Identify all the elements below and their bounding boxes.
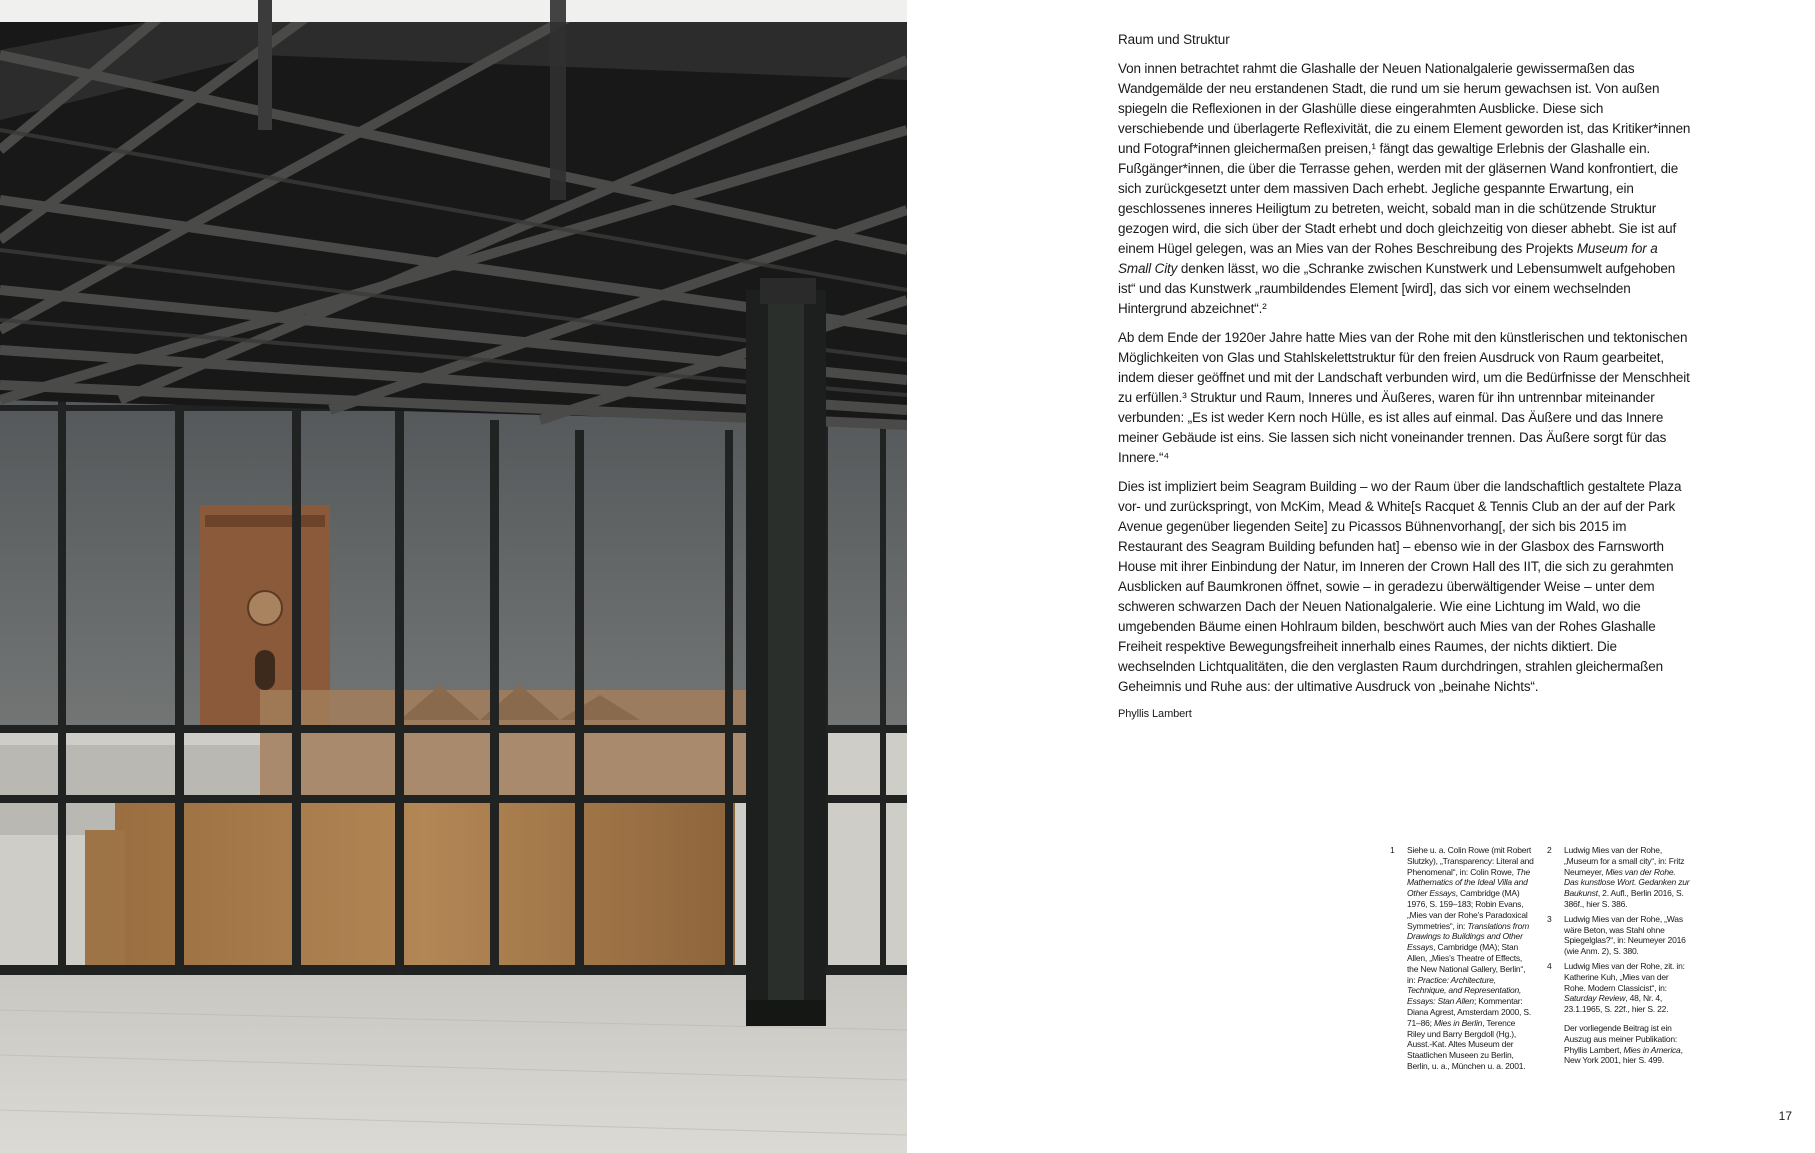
footnote-number: 3 [1547, 913, 1552, 924]
article-paragraph: Dies ist impliziert beim Seagram Building – wo der Raum über die landschaftlich gestaltete Plaza vor- und zurückspringt, von McKim, Mead & White[s Racquet & Tennis Club an der auf der Park Avenue gegenüber liegenden Seite] zu Picassos Bühnenvorhang[, der sich bis 2015 im Restaurant des Seagram Building befunden hat] – ebenso wie in der Glasbox des Farnsworth House mit ihrer Einbindung der Natur, im Inneren der Crown Hall des IIT, die sich zu gerahmten Ausblicken auf Baumkronen öffnet, sowie – in geradezu überwältigender Weise – unter dem schweren schwarzen Dach der Neuen Nationalgalerie. Wie eine Lichtung im Wald, wo die umgebenden Bäume einen Hohlraum bilden, beschwört auch Mies van der Rohes Glashalle Freiheit respektive Bewegungsfreiheit innerhalb eines Raumes, der nichts diktiert. Die wechselnden Lichtqualitäten, die den verglasten Raum durchdringen, strahlen gleichermaßen Geheimnis und Ruhe aus: der ultimative Ausdruck von „beinahe Nichts“. [1118, 479, 1682, 694]
footnote-text: Ludwig Mies van der Rohe, „Museum for a small city“, in: Fritz Neumeyer, Mies van der Rohe. Das kunstlose Wort. Gedanken zur Baukunst, 2. Aufl., Berlin 2016, S. 386f., hier S. 386. [1564, 845, 1690, 909]
footnote [1547, 845, 1692, 910]
footnotes-column-left [1390, 845, 1535, 1076]
article [1118, 30, 1691, 722]
neue-nationalgalerie-interior-image [0, 0, 907, 1153]
footnote [1547, 914, 1692, 957]
article-paragraph: Von innen betrachtet rahmt die Glashalle der Neuen Nationalgalerie gewissermaßen das Wandgemälde der neu erstandenen Stadt, die rund um sie herum gewachsen ist. Von außen spiegeln die Reflexionen in der Glashülle diese eingerahmten Ausblicke. Diese sich verschiebende und überlagerte Reflexivität, die zu einem Element geworden ist, das Kritiker*innen und Fotograf*innen gleichermaßen preisen,¹ fängt das gewaltige Erlebnis der Glashalle ein. Fußgänger*innen, die über die Terrasse gehen, werden mit der gläsernen Wand konfrontiert, die sich zurückgesetzt unter dem massiven Dach erhebt. Jegliche gespannte Erwartung, ein geschlossenes inneres Heiligtum zu betreten, weicht, sobald man in die schützende Struktur gezogen wird, die sich über der Stadt erhebt und doch gleichzeitig von dieser abhebt. Sie ist auf einem Hügel gelegen, was an Mies van der Rohes Beschreibung des Projekts Museum for a Small City denken lässt, wo die „Schranke zwischen Kunstwerk und Lebensumwelt aufgehoben ist“ und das Kunstwerk „raumbildendes Element [wird], das sich vor einem wechselnden Hintergrund abzeichnet“.² [1118, 61, 1691, 316]
footnotes [1390, 845, 1692, 1076]
footnote [1547, 961, 1692, 1015]
footnote-text: Siehe u. a. Colin Rowe (mit Robert Slutzky), „Transparency: Literal and Phenomenal“, in: Colin Rowe, The Mathematics of the Ideal Villa and Other Essays, Cambridge (MA) 1976, S. 159–183; Robin Evans, „Mies van der Rohe’s Paradoxical Symmetries“, in: Translations from Drawings to Buildings and Other Essays, Cambridge (MA); Stan Allen, „Mies’s Theatre of Effects, the New National Gallery, Berlin“, in: Practice: Architecture, Technique, and Representation, Essays: Stan Allen; Kommentar: Diana Agrest, Amsterdam 2000, S. 71–86; Mies in Berlin, Terence Riley und Barry Bergdoll (Hg.), Ausst.-Kat. Altes Museum der Staatlichen Museen zu Berlin, Berlin, u. a., München u. a. 2001. [1407, 845, 1534, 1071]
footnote-text: Ludwig Mies van der Rohe, zit. in: Katherine Kuh, „Mies van der Rohe. Modern Classicist“, in: Saturday Review, 48, Nr. 4, 23.1.1965, S. 22f., hier S. 22. [1564, 960, 1685, 1015]
author-name: Phyllis Lambert [1118, 708, 1192, 720]
article-paragraph: Ab dem Ende der 1920er Jahre hatte Mies van der Rohe mit den künstlerischen und tektonischen Möglichkeiten von Glas und Stahlskelettstruktur für den freien Ausdruck von Raum gearbeitet, indem dieser geöffnet und mit der Landschaft verbunden wird, um die Bedürfnisse der Menschheit zu erfüllen.³ Struktur und Raum, Inneres und Äußeres, waren für ihn untrennbar miteinander verbunden: „Es ist weder Kern noch Hülle, es ist alles auf einmal. Das Äußere und das Innere meiner Gebäude ist eins. Sie lassen sich nicht voneinander trennen. Das Äußere sorgt für das Innere.“⁴ [1118, 330, 1690, 465]
page-number: 17 [1778, 1109, 1792, 1123]
footnotes-column-right [1547, 845, 1692, 1076]
text-page [907, 0, 1815, 1153]
architecture-photo [0, 0, 907, 1153]
footnote-text: Ludwig Mies van der Rohe, „Was wäre Beton, was Stahl ohne Spiegelglas?“, in: Neumeyer 2016 (wie Anm. 2), S. 380. [1564, 913, 1686, 957]
article-heading: Raum und Struktur [1118, 32, 1230, 47]
footnote-number: 1 [1390, 845, 1395, 855]
footnote [1390, 845, 1535, 1072]
footnote-number: 2 [1547, 845, 1552, 855]
publication-note: Der vorliegende Beitrag ist ein Auszug aus meiner Publikation: Phyllis Lambert, Mies in America, New York 2001, hier S. 499. [1564, 1022, 1683, 1066]
footnote-number: 4 [1547, 960, 1552, 971]
